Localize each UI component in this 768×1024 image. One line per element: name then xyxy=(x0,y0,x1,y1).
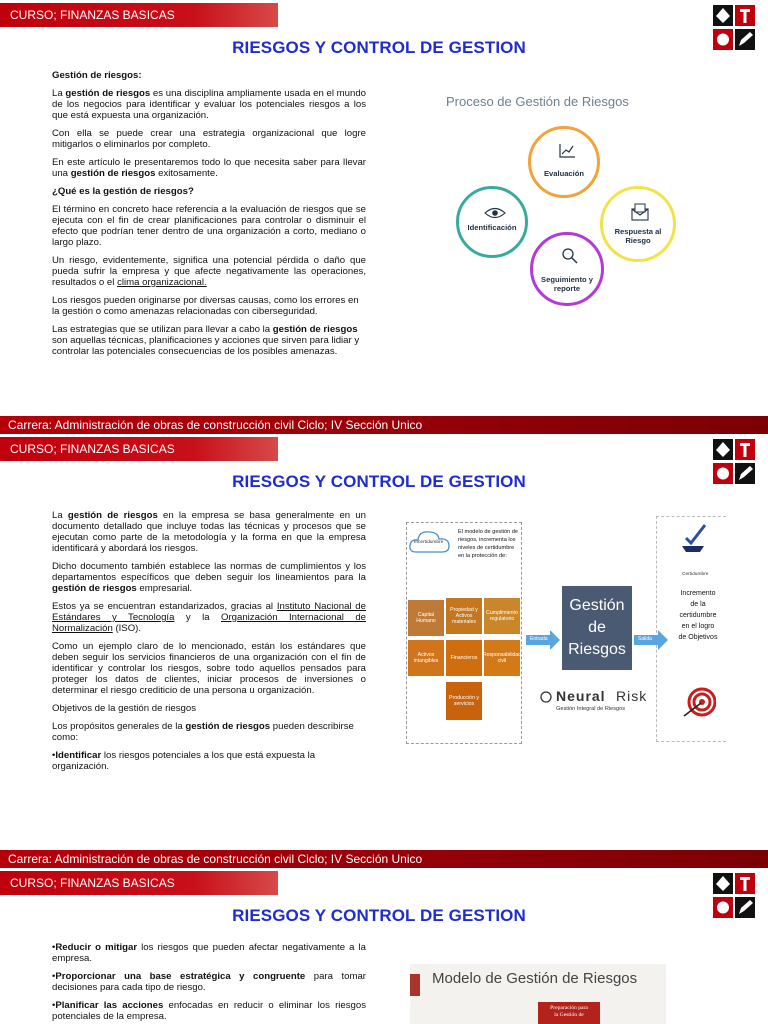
paragraph: Dicho documento también establece las normas de cumplimientos y los departamentos específicos que deben seguir los lineamientos para la gestión de riesgos empresarial. xyxy=(52,561,366,594)
bullet-item: •Planificar las acciones enfocadas en reducir o eliminar los riesgos potenciales de la empresa. xyxy=(52,1000,366,1022)
incremento-text: Incremento de la certidumbre en el logro de Objetivos xyxy=(678,590,718,641)
paragraph: La gestión de riesgos en la empresa se basa generalmente en un documento detallado que incluye todas las técnicas y procesos que se ejecutan como parte de la metodología y la forma en que la empresa identificará y abordará los riesgos. xyxy=(52,510,367,554)
paragraph: Con ella se puede crear una estrategia organizacional que logre mitigarlos o eliminarlos por completo. xyxy=(52,128,366,150)
risk-process-diagram xyxy=(440,86,690,308)
circle-respuesta: Respuesta al Riesgo xyxy=(600,186,676,262)
box-propiedad: Propiedad y Activos materiales xyxy=(446,598,482,634)
circle-seguimiento: Seguimiento y reporte xyxy=(530,232,604,306)
link-nist[interactable]: Instituto Nacional de Estándares y Tecnología xyxy=(52,601,366,623)
eye-icon xyxy=(484,207,506,219)
course-label: CURSO; FINANZAS BASICAS xyxy=(0,437,278,461)
paragraph: Los riesgos pueden originarse por diversas causas, como los errores en la gestión o como amenazas relacionadas con ciberseguridad. xyxy=(52,295,359,317)
footer-bar: Carrera: Administración de obras de construcción civil Ciclo; IV Sección Unico xyxy=(0,416,768,434)
slide-title: RIESGOS Y CONTROL DE GESTION xyxy=(232,906,526,925)
paragraph: Un riesgo, evidentemente, significa una potencial pérdida o daño que pueda sufrir la empresa y que afecte negativamente las operaciones, resultados o el clima organizacional. xyxy=(52,255,366,288)
paragraph: El término en concreto hace referencia a la evaluación de riesgos que se ejecuta con el fin de crear planificaciones para controlar o disminuir el efecto que podrían tener dentro de una organización a corto, mediano o largo plazo. xyxy=(52,204,366,248)
slide-2-text xyxy=(52,510,366,779)
salida-label: Salida xyxy=(638,636,652,642)
brand-logo-icon xyxy=(540,690,552,704)
question-heading: ¿Qué es la gestión de riesgos? xyxy=(52,186,194,197)
course-label: CURSO; FINANZAS BASICAS xyxy=(0,871,278,895)
signpost-bar xyxy=(410,974,420,996)
gestion-riesgos-box: Gestión de Riesgos xyxy=(562,586,632,670)
slide-1 xyxy=(0,0,768,416)
box-cumplimiento: Cumplimiento regulatorio xyxy=(484,598,520,634)
box-responsabilidad: Responsabilidad civil xyxy=(484,640,520,676)
certidumbre-label: Certidumbre xyxy=(682,572,709,577)
checkmark-icon xyxy=(678,522,710,554)
heading: Gestión de riesgos: xyxy=(52,70,142,81)
intro-text: El modelo de gestión de riesgos, incrementa los niveles de certidumbre en la protección de: xyxy=(458,529,519,559)
paragraph: •Identificar los riesgos potenciales a los que está expuesta la organización. xyxy=(52,750,316,772)
paragraph: Las estrategias que se utilizan para llevar a cabo la gestión de riesgos son aquellas técnicas, planificaciones y acciones que sirven para lidiar y controlar las potenciales consecuencias de los posibles amenazas. xyxy=(52,324,360,357)
slide-title: RIESGOS Y CONTROL DE GESTION xyxy=(232,472,526,491)
box-produccion: Producción y servicios xyxy=(446,682,482,720)
slide-1-text xyxy=(52,70,366,364)
cloud-label: Incertidumbre xyxy=(414,540,444,545)
circle-evaluacion: Evaluación xyxy=(528,126,600,198)
diagram-title: Proceso de Gestión de Riesgos xyxy=(446,94,629,109)
risk-model-diagram: Incertidumbre El modelo de gestión de riesgos, incrementa los niveles de certidumbre en la protección de: Capital Humano Propiedad y Activos materiales Cumplimiento regulatorio Activos intangibles Financieros Responsabilidad civil Producción y servicios Entrada Gestión de Riesgos Salida Certidumbre Incremento de la certidumbre en el logro de Objetivos Neural Risk Gestión Integral de Riesgos xyxy=(406,516,726,746)
box-capital-humano: Capital Humano xyxy=(408,600,444,636)
chart-icon xyxy=(558,143,576,159)
slide-2 xyxy=(0,434,768,850)
footer-bar: Carrera: Administración de obras de construcción civil Ciclo; IV Sección Unico xyxy=(0,850,768,868)
preparation-box: Preparación para la Gestión de xyxy=(538,1002,600,1024)
paragraph: Estos ya se encuentran estandarizados, gracias al Instituto Nacional de Estándares y Tecnología y la Organización Internacional de Normalización (ISO). xyxy=(52,601,367,634)
slide-3-text xyxy=(52,942,366,1024)
course-label: CURSO; FINANZAS BASICAS xyxy=(0,3,278,27)
box-financieros: Financieros xyxy=(446,640,482,676)
entrada-label: Entrada xyxy=(530,636,548,642)
link-iso[interactable]: Organización Internacional de Normalización xyxy=(52,612,367,634)
mail-icon xyxy=(630,203,650,221)
bullet-item: •Reducir o mitigar los riesgos que pueden afectar negativamente a la empresa. xyxy=(52,942,366,964)
paragraph: Los propósitos generales de la gestión de riesgos pueden describirse como: xyxy=(52,721,354,743)
paragraph: Objetivos de la gestión de riesgos xyxy=(52,703,196,714)
box-activos-intangibles: Activos intangibles xyxy=(408,640,444,676)
slide-3 xyxy=(0,868,768,1024)
bullet-item: •Proporcionar una base estratégica y congruente para tomar decisiones para cada tipo de riesgo. xyxy=(52,971,366,993)
slide-title: RIESGOS Y CONTROL DE GESTION xyxy=(232,38,526,57)
paragraph: Como un ejemplo claro de lo mencionado, están los estándares que deben seguir los servicios financieros de una organización con el fin de identificar y controlar los riesgos, sobre todo aquellos pensados para proteger los datos de clientes, iniciar procesos de inversiones o determinar el riesgo crediticio de una persona u organización. xyxy=(52,641,366,696)
risk-model-image xyxy=(410,964,666,1024)
diagram-title: Modelo de Gestión de Riesgos xyxy=(432,970,638,987)
magnifier-icon xyxy=(561,247,579,265)
link-clima[interactable]: clima organizacional. xyxy=(117,277,207,288)
paragraph: En este artículo le presentaremos todo lo que necesita saber para llevar una gestión de riesgos exitosamente. xyxy=(52,157,366,179)
paragraph: La gestión de riesgos es una disciplina ampliamente usada en el mundo de los negocios para identificar y evaluar los potenciales riesgos a los que está expuesta una organización. xyxy=(52,88,366,121)
target-icon xyxy=(682,686,716,720)
circle-identificacion: Identificación xyxy=(456,186,528,258)
